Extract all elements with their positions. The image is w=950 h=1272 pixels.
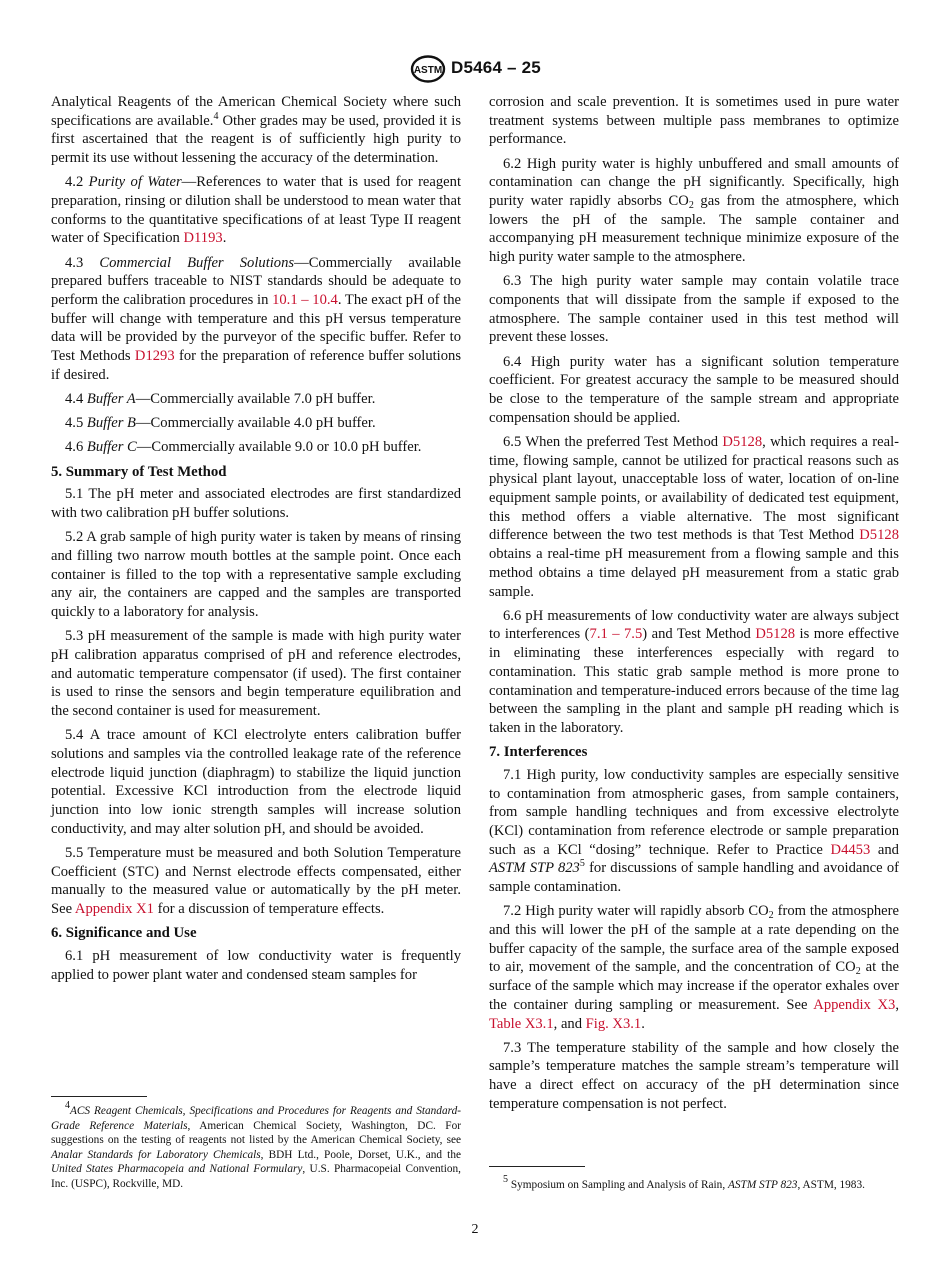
paragraph-7-1: 7.1 High purity, low conductivity samples are especially sensitive to contamination from atmospheric gases, from sample containers, from sample handling techniques and from excessive electrolyte (KCl) contamination from reference electrode or sample preparation such as a KCl “dosing” technique. Refer to Practice D4453 and ASTM STP $823^5$ for discussions of sample handling and avoidance of sample contamination. [489, 766, 899, 896]
section-heading-7: 7. Interferences [489, 744, 588, 761]
svg-text:ASTM: ASTM [413, 65, 443, 76]
link-d1293[interactable]: D1293 [134, 348, 175, 365]
document-designation: D5464 – 25 [451, 58, 541, 77]
link-fig-x3-1[interactable]: Fig. X3.1 [585, 1015, 642, 1032]
paragraph-4-3: 4.3 Commercial Buffer Solutions—Commercially available prepared buffers traceable to NIST standards should be adequate to perform the calibration procedures in 10.1 – 10.4. The exact pH of the buffer will change with temperature and this pH versus temperature data will be provided by the purveyor of the specific buffer. Refer to Test Methods D1293 for the preparation of reference buffer solutions if desired. [51, 254, 462, 383]
footnote-4: $^4$ACS Reagent Chemicals, Specifications and Procedures for Reagents and Standard-Grade Reference Materials, American Chemical Society, Washington, DC. For suggestions on the testing of reagents not listed by the American Chemical Society, see Analar Standards for Laboratory Chemicals, BDH Ltd., Poole, Dorset, U.K., and the United States Pharmacopeia and National Formulary, U.S. Pharmacopeial Convention, Inc. (USPC), Rockville, MD. [51, 1100, 461, 1190]
footnote-rule-right [489, 1166, 585, 1167]
paragraph-7-3: 7.3 The temperature stability of the sample and how closely the sample’s temperature matches the sample stream’s temperature will have a direct effect on accuracy of the pH determination since temperature compensation is not perfect. [489, 1039, 899, 1112]
right-column [489, 93, 899, 1119]
paragraph-5-3: 5.3 pH measurement of the sample is made with high purity water pH calibration apparatus comprised of pH and reference electrodes, and automatic temperature compensator (if used). The first container is used to rinse the sensors and begin temperature equilibration and the second container is used for measurement. [51, 628, 461, 720]
link-d4453[interactable]: D4453 [830, 841, 871, 858]
link-d5128[interactable]: D5128 [755, 626, 796, 643]
link-d1193[interactable]: D1193 [183, 230, 223, 247]
footnote-ref-5[interactable]: 5 [579, 858, 585, 870]
paragraph-4-2: 4.2 Purity of Water—References to water that is used for reagent preparation, rinsing or dilution shall be understood to mean water that conforms to the quantitative specifications of at least Type II reagent water of Specification D1193. [51, 174, 462, 247]
paragraph-4-4: 4.4 Buffer A—Commercially available 7.0 pH buffer. [65, 391, 376, 408]
section-heading-6: 6. Significance and Use [51, 925, 197, 942]
link-10-1-10-4[interactable]: 10.1 – 10.4 [272, 292, 338, 309]
paragraph-5-4: 5.4 A trace amount of KCl electrolyte enters calibration buffer solutions and samples via the controlled leakage rate of the reference electrode liquid junction (diaphragm) to stabilize the liquid junction potential. Excessive KCl introduction from the electrode liquid junction into low ionic strength samples will increase solution conductivity, and may alter solution pH, and should be avoided. [51, 727, 461, 837]
paragraph-6-5: 6.5 When the preferred Test Method D5128, which requires a real-time, flowing sample, cannot be utilized for practical reasons such as physical plant layout, unacceptable loss of water, location of on-line equipment sample points, or availability of dedicated test equipment, this method offers a viable alternative. The most significant difference between the two test methods is that Test Method D5128 obtains a real-time pH measurement from a flowing sample and this method obtains a time delayed pH measurement from a static grab sample. [489, 433, 899, 600]
paragraph-4-1-continued: Analytical Reagents of the American Chemical Society where such specifications are available.$^4$ Other grades may be used, provided it is first ascertained that the reagent is of sufficiently high purity to permit its use without lessening the accuracy of the determination. [51, 94, 461, 167]
paragraph-6-6: 6.6 pH measurements of low conductivity water are always subject to interferences (7.1 – 7.5) and Test Method D5128 is more effective in eliminating these interferences especially with regard to contamination. This static grab sample method is more prone to contamination and temperature-induced errors because of the time lag between the sampling in the plant and sample pH reading which is taken in the laboratory. [489, 607, 899, 736]
paragraph-7-2: 7.2 High purity water will rapidly absorb $CO_2$ from the atmosphere and this will lower the pH of the sample at a rate depending on the buffer capacity of the sample, the surface area of the sample exposed to air, movement of the sample, and the concentration of $CO_2$ at the surface of the sample which may increase if the operator exhales over the container during sampling or measurement. See Appendix X3, Table X3.1, and Fig. X3.1. [489, 903, 899, 1032]
link-d5128[interactable]: D5128 [722, 433, 763, 450]
paragraph-6-4: 6.4 High purity water has a significant solution temperature coefficient. For greatest accuracy the sample to be measured should be close to the temperature of the sample stream and appropriate compensation should be applied. [489, 353, 899, 426]
footnote-rule-left [51, 1096, 147, 1097]
link-appendix-x3[interactable]: Appendix X3 [813, 996, 896, 1013]
left-column [51, 93, 461, 990]
paragraph-5-2: 5.2 A grab sample of high purity water is taken by means of rinsing and filling two narrow mouth bottles at the sample point. Once each container is filled to the top with a representative sample excluding any air, the containers are capped and the samples are transported quickly to a laboratory for analysis. [51, 529, 461, 621]
astm-logo-icon [410, 54, 446, 84]
paragraph-6-1-continued: corrosion and scale prevention. It is sometimes used in pure water treatment systems between multiple pass membranes to optimize performance. [489, 94, 899, 148]
footnote-5: $^5$ Symposium on Sampling and Analysis of Rain, ASTM STP 823, ASTM, 1983. [503, 1174, 865, 1191]
link-appendix-x1[interactable]: Appendix X1 [74, 901, 154, 918]
paragraph-6-1: 6.1 pH measurement of low conductivity water is frequently applied to power plant water and condensed steam samples for [51, 948, 461, 983]
page-number: 2 [471, 1222, 479, 1237]
page-header [0, 52, 950, 86]
paragraph-4-5: 4.5 Buffer B—Commercially available 4.0 pH buffer. [65, 415, 376, 432]
paragraph-6-2: 6.2 High purity water is highly unbuffered and small amounts of contamination can change the pH significantly. Specifically, high purity water rapidly absorbs $CO_2$ gas from the atmosphere, which lowers the pH of the sample. The sample container and accompanying pH measurement technique minimize exposure of the high purity water sample to the atmosphere. [489, 155, 899, 266]
link-7-1-7-5[interactable]: 7.1 – 7.5 [589, 626, 643, 643]
footnote-ref-4[interactable]: 4 [213, 110, 219, 122]
paragraph-4-6: 4.6 Buffer C—Commercially available 9.0 or 10.0 pH buffer. [65, 439, 422, 456]
paragraph-5-5: 5.5 Temperature must be measured and both Solution Temperature Coefficient (STC) and Nernst electrode effects compensated, either manually to the measured value or automatically by the pH meter. See Appendix X1 for a discussion of temperature effects. [51, 845, 461, 918]
link-d5128[interactable]: D5128 [859, 527, 899, 544]
paragraph-6-3: 6.3 The high purity water sample may contain volatile trace components that will dissipate from the sample if exposed to the atmosphere. The sample container used in this test method will prevent these losses. [489, 273, 899, 346]
paragraph-5-1: 5.1 The pH meter and associated electrodes are first standardized with two calibration pH buffer solutions. [51, 486, 461, 522]
section-heading-5: 5. Summary of Test Method [51, 463, 227, 480]
link-table-x3-1[interactable]: Table X3.1 [489, 1015, 554, 1032]
